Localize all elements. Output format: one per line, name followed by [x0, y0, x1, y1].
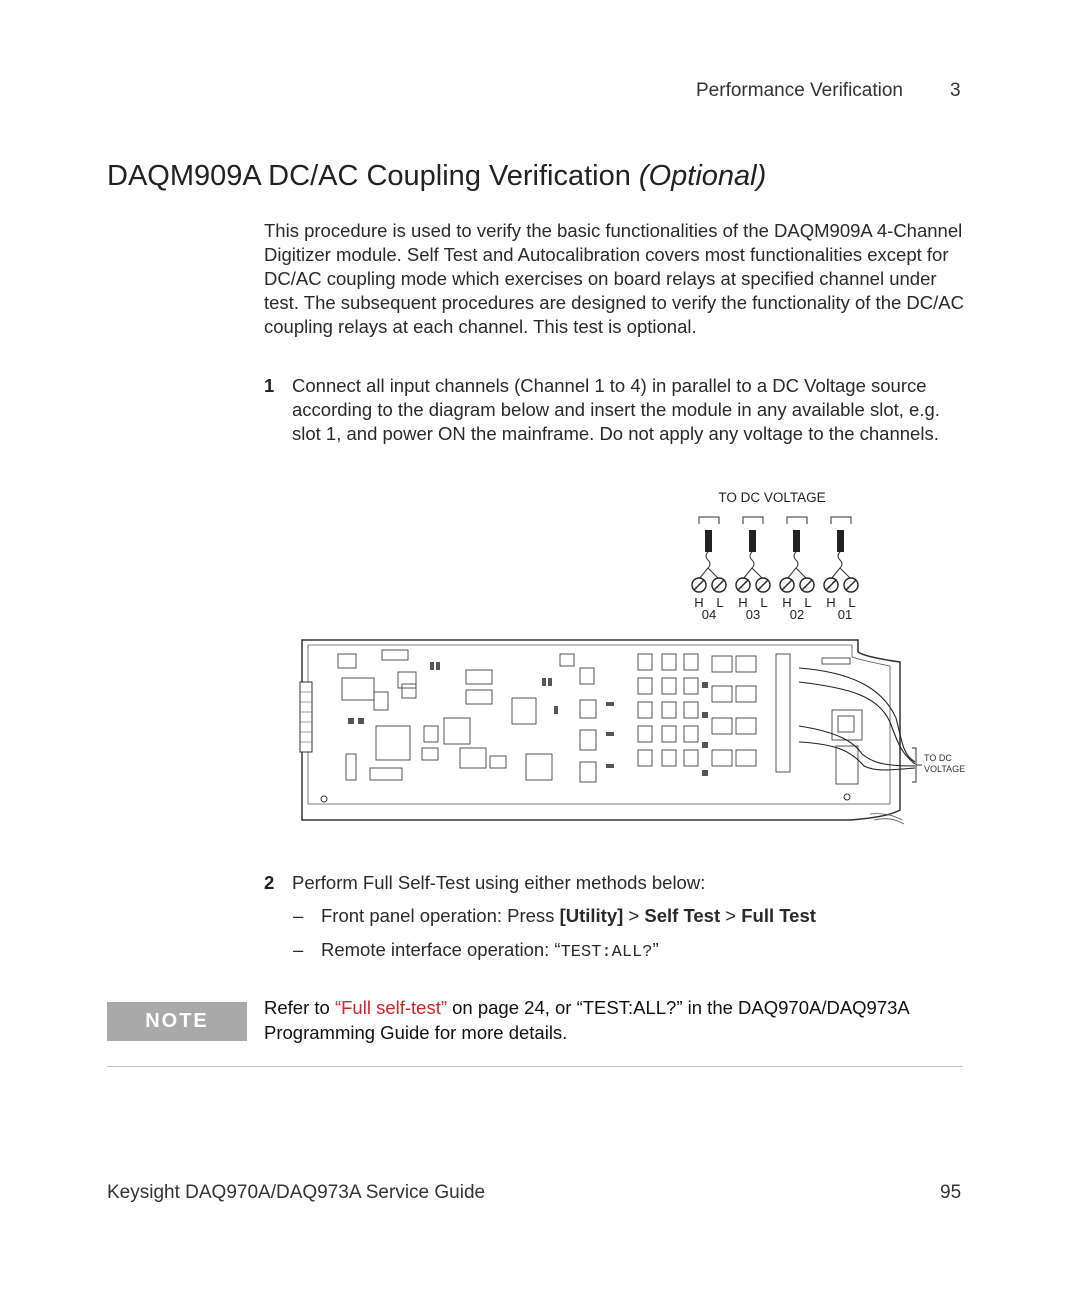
side-label-1: TO DC	[924, 753, 952, 763]
terminal-h-03: H	[738, 595, 748, 610]
separator: >	[720, 905, 742, 926]
full-self-test-link[interactable]: “Full self-test”	[334, 997, 447, 1018]
step-text: Connect all input channels (Channel 1 to 4) in parallel to a DC Voltage source according to the diagram below and insert the module in any available slot, e.g. slot 1, and power ON the mainframe. Do not apply any voltage to the channels.	[292, 375, 940, 444]
probe-plugs	[705, 530, 844, 552]
note-prefix: Refer to	[264, 997, 335, 1018]
utility-key: [Utility]	[559, 905, 624, 926]
title-main: DAQM909A DC/AC Coupling Verification	[107, 160, 631, 192]
screw-terminals	[692, 578, 858, 592]
dash: –	[293, 905, 304, 926]
channel-02-label: 02	[789, 607, 805, 622]
note-text	[264, 995, 964, 1045]
channel-04-label: 04	[701, 607, 717, 622]
wiring-diagram	[290, 482, 970, 827]
substep-remote	[293, 939, 659, 962]
scpi-command: TEST:ALL?	[560, 943, 653, 962]
substep-front-panel	[293, 905, 816, 927]
terminal-l-01: L	[848, 595, 856, 610]
terminal-h-01: H	[826, 595, 836, 610]
page-title	[107, 160, 766, 193]
terminal-h-02: H	[782, 595, 792, 610]
running-header-chapter: 3	[950, 80, 961, 101]
channel-01-label: 01	[837, 607, 853, 622]
footer-guide-title: Keysight DAQ970A/DAQ973A Service Guide	[107, 1182, 486, 1203]
self-test-softkey: Self Test	[644, 905, 721, 926]
step-2	[264, 871, 964, 897]
probe-wires	[699, 517, 851, 524]
full-test-softkey: Full Test	[741, 905, 816, 926]
running-header-section: Performance Verification	[696, 80, 903, 101]
twisted-wires	[699, 552, 851, 579]
front-prefix: Front panel operation: Press	[321, 905, 560, 926]
separator: >	[623, 905, 645, 926]
remote-prefix: Remote interface operation: “	[321, 939, 561, 960]
terminal-l-03: L	[760, 595, 768, 610]
terminal-labels	[694, 595, 855, 622]
title-optional: (Optional)	[638, 160, 767, 192]
terminal-l-04: L	[716, 595, 724, 610]
remote-suffix: ”	[652, 939, 659, 960]
terminal-h-04: H	[694, 595, 704, 610]
step-number: 1	[264, 375, 275, 396]
step-number: 2	[264, 872, 275, 893]
side-label-2: VOLTAGE	[924, 764, 966, 774]
channel-03-label: 03	[745, 607, 761, 622]
footer-page-number: 95	[940, 1182, 962, 1203]
step-1	[264, 374, 964, 470]
module-board	[300, 640, 922, 824]
note-tag: NOTE	[107, 1002, 247, 1041]
dash: –	[293, 939, 304, 960]
terminal-l-02: L	[804, 595, 812, 610]
diagram-top-label: TO DC VOLTAGE	[718, 490, 826, 505]
intro-paragraph: This procedure is used to verify the basic functionalities of the DAQM909A 4-Channel Digitizer module. Self Test and Autocalibration covers most functionalities except for DC/AC coupling mode which exercises on board relays at specified channel under test. The subsequent procedures are designed to verify the functionality of the DC/AC coupling relays at each channel. This test is optional.	[264, 220, 964, 337]
divider	[107, 1066, 963, 1067]
step-text: Perform Full Self-Test using either methods below:	[292, 872, 706, 893]
note-suffix: on page 24, or “TEST:ALL?” in the DAQ970A/DAQ973A Programming Guide for more details.	[264, 997, 909, 1043]
